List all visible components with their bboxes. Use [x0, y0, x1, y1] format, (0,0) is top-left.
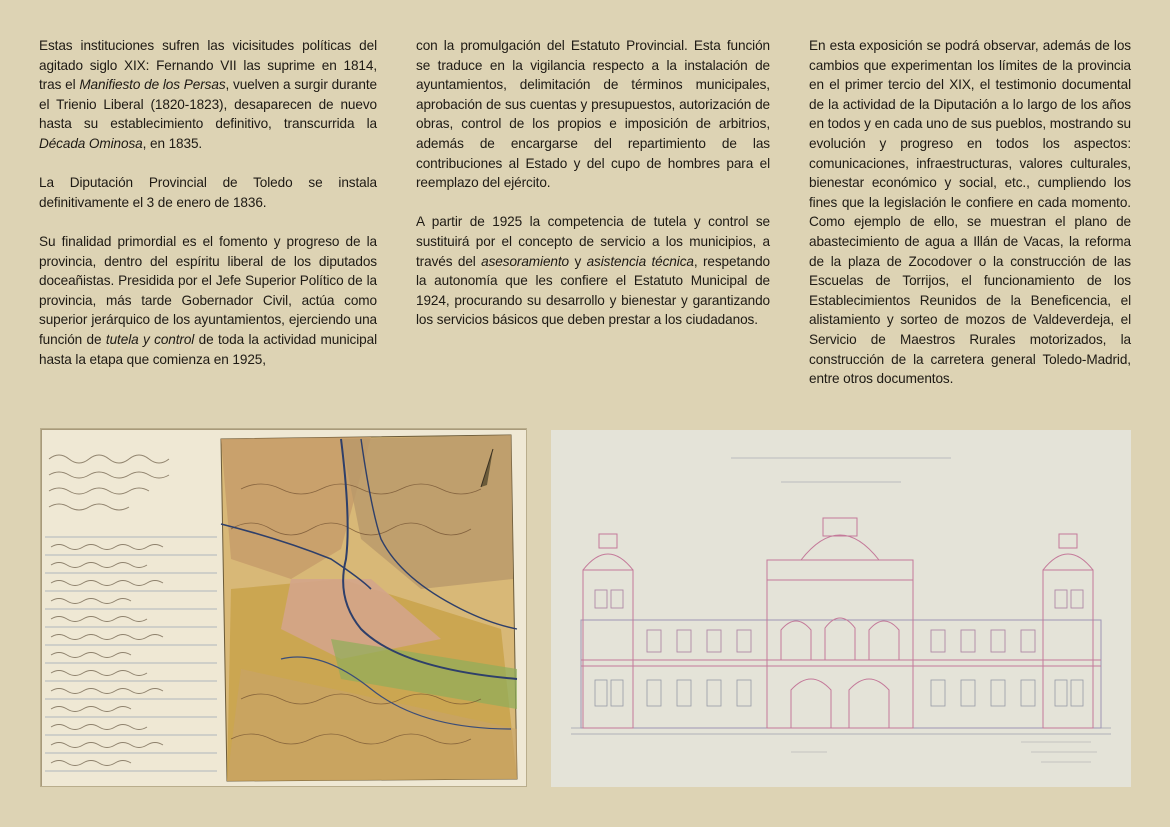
text-run: , respetando la autonomía que les confiere el Estatuto Municipal de 1924, procurando su desarrollo y bienestar y garantizando los servicios básicos que deben prestar a los ciudadanos.	[416, 253, 770, 328]
text-column-3	[809, 36, 1131, 408]
elevation-drawing	[551, 430, 1131, 787]
text-run: Su finalidad primordial es el fomento y progreso de la provincia, dentro del espíritu liberal de los diputados doceañistas. Presidida por el Jefe Superior Político de la provincia, más tarde Gobernador Civil, actúa como superior jerárquico de los ayuntamientos, ejerciendo una función de	[39, 233, 377, 347]
italic-term: Manifiesto de los Persas	[79, 77, 226, 93]
text-run: , en 1835.	[142, 135, 203, 151]
text-run: A partir de 1925 la competencia de tutela y control se sustituirá por el concepto de servicio a los municipios, a través del	[416, 214, 770, 269]
text-run: y	[569, 253, 587, 269]
italic-term: tutela y control	[105, 331, 195, 347]
text-column-2	[416, 36, 770, 350]
text-column-1	[39, 36, 377, 389]
italic-term: Década Ominosa	[39, 135, 143, 151]
building-elevation-drawing	[551, 430, 1131, 787]
italic-term: asesoramiento	[481, 253, 570, 269]
italic-term: asistencia técnica	[586, 253, 694, 269]
text-run: Estas instituciones sufren las vicisitudes políticas del agitado siglo XIX: Fernando VII las suprime en 1814, tras el	[39, 38, 377, 93]
text-run: , vuelven a surgir durante el Trienio Liberal (1820-1823), desaparecen de nuevo hasta su establecimiento definitivo, transcurrida la	[39, 77, 377, 132]
paragraph-1925	[416, 212, 770, 330]
map-drawing	[41, 429, 527, 787]
paragraph-exposicion: En esta exposición se podrá observar, además de los cambios que experimentan los límites de la provincia en el primer tercio del XIX, el testimonio documental de la actividad de la Diputación a lo largo de los años en todos y en cada uno de sus pueblos, mostrando su evolución y progreso en todos los aspectos: comunicaciones, infraestructuras, valores culturales, bienestar económico y social, etc., cumpliendo los fines que la legislación le confiere en cada momento. Como ejemplo de ello, se muestran el plano de abastecimiento de agua a Illán de Vacas, la reforma de la plaza de Zocodover o la construcción de las Escuelas de Torrijos, el funcionamiento de los Establecimientos Reunidos de la Beneficencia, el alistamiento y sorteo de mozos de Valdeverdeja, el Servicio de Maestros Rurales motorizados, la construcción de la carretera general Toledo-Madrid, entre otros documentos.	[809, 38, 1131, 387]
paragraph-finalidad	[39, 232, 377, 369]
paragraph-vicisitudes	[39, 36, 377, 154]
paragraph-instalacion: La Diputación Provincial de Toledo se instala definitivamente el 3 de enero de 1836.	[39, 175, 377, 210]
paragraph-estatuto: con la promulgación del Estatuto Provincial. Esta función se traduce en la vigilancia respecto a la instalación de ayuntamientos, delimitación de términos municipales, aprobación de sus cuentas y presupuestos, autorización de obras, control de los propios e imposición de arbitrios, además de encargarse del repartimiento de las contribuciones al Estado y del cupo de hombres para el reemplazo del ejército.	[416, 38, 770, 191]
historic-map-image	[40, 428, 527, 787]
text-run: de toda la actividad municipal hasta la etapa que comienza en 1925,	[39, 331, 377, 367]
